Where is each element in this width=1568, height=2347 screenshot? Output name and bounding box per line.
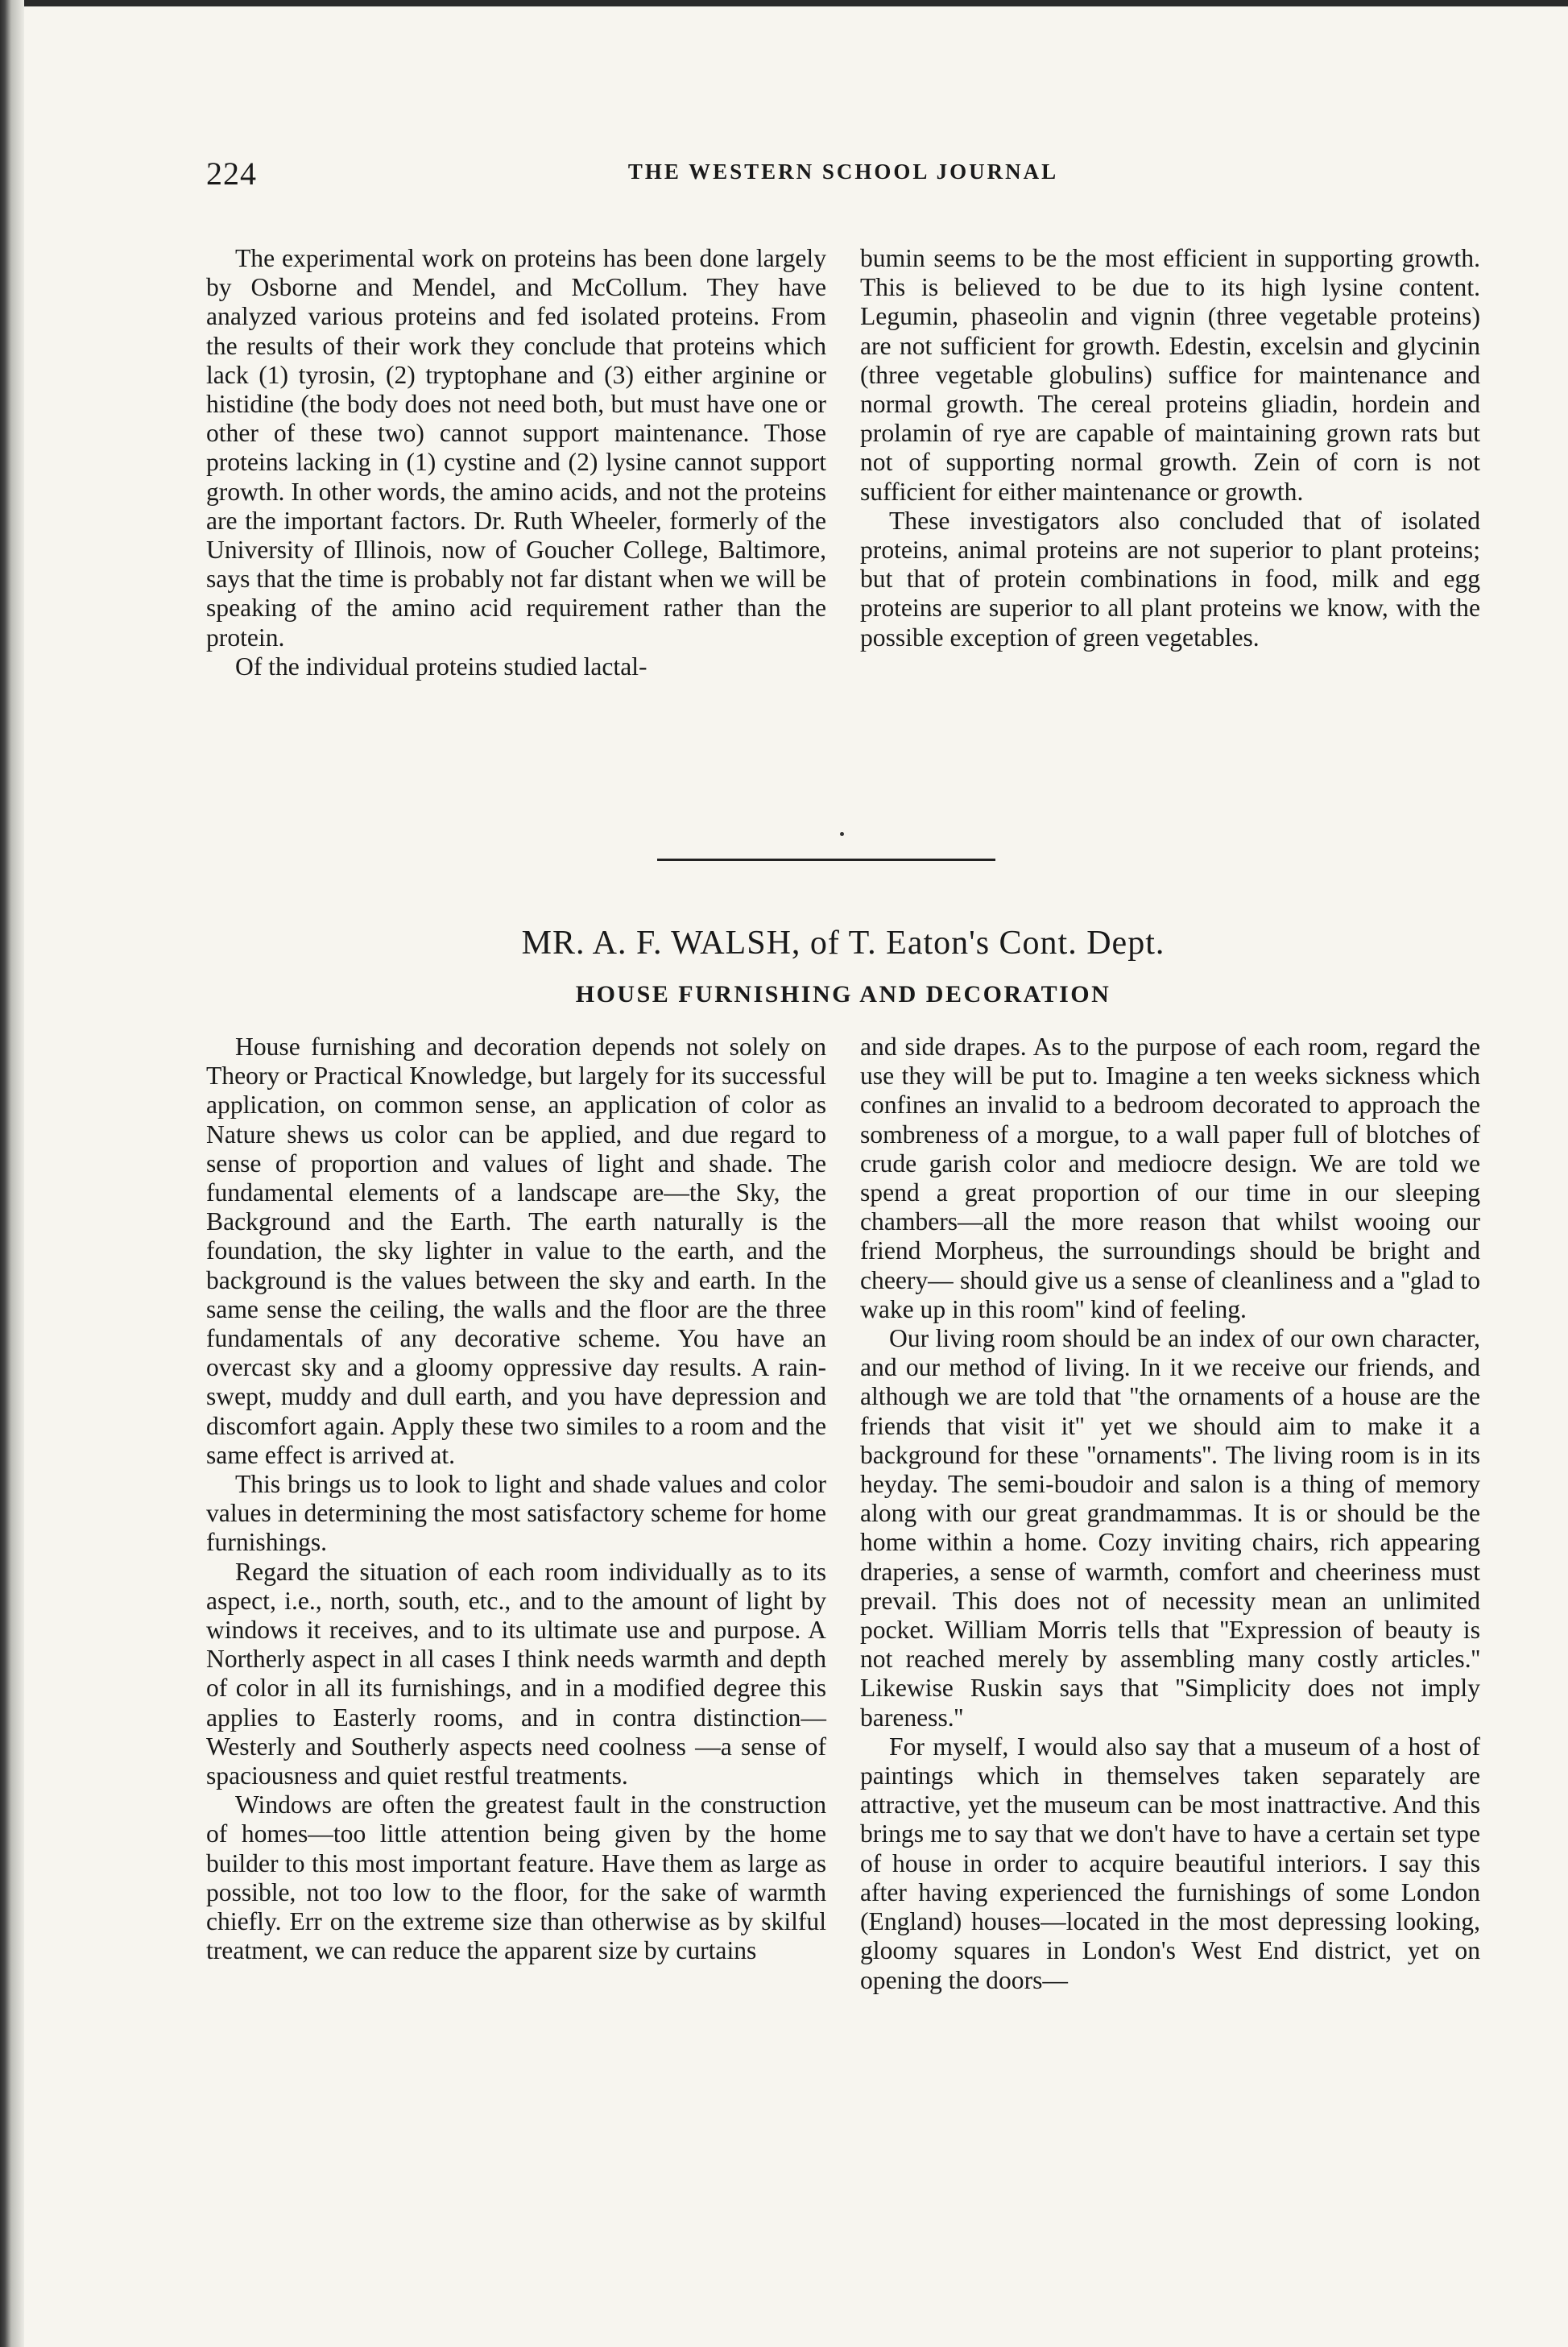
article-body xyxy=(206,1033,1480,1995)
binding-edge xyxy=(0,0,24,2347)
top-article-continuation xyxy=(206,244,1480,681)
top-left-column xyxy=(206,244,826,681)
paragraph: and side drapes. As to the purpose of each room, regard the use they will be put to. Imagine a ten weeks sickness which confines an invalid to a bedroom decorated to approach the sombreness of a morgue, to a wall paper full of blotches of crude garish color and mediocre design. We are told we spend a great proportion of our time in our sleeping chambers—all the more reason that whilst wooing our friend Morpheus, the surroundings should be bright and cheery— should give us a sense of cleanliness and a ''glad to wake up in this room'' kind of feeling. xyxy=(860,1033,1480,1323)
article-title: MR. A. F. WALSH, of T. Eaton's Cont. Dept. xyxy=(521,925,1165,962)
paragraph: This brings us to look to light and shade values and color values in determining the most satisfactory scheme for home furnishings. xyxy=(206,1470,826,1557)
article-right-column xyxy=(860,1033,1480,1995)
running-head xyxy=(206,155,1480,203)
paragraph: Windows are often the greatest fault in the construction of homes—too little attention being given by the home builder to this most important feature. Have them as large as possible, not too low to the floor, for the sake of warmth chiefly. Err on the extreme size than otherwise as by skilful treatment, we can reduce the apparent size by curtains xyxy=(206,1790,826,1965)
paragraph: Our living room should be an index of our own character, and our method of living. In it we receive our friends, and although we are told that ''the ornaments of a house are the friends that visit it'' yet we should aim to make it a background for these ''ornaments''. The living room is in its heyday. The semi-boudoir and salon is a thing of memory along with our great grandmammas. It is or should be the home within a home. Cozy inviting chairs, rich appearing draperies, a sense of warmth, comfort and cheeriness must prevail. This does not of necessity mean an unlimited pocket. William Morris tells that ''Expression of beauty is not reached merely by assembling many costly articles.'' Likewise Ruskin says that ''Simplicity does not imply bareness.'' xyxy=(860,1324,1480,1732)
section-separator-rule xyxy=(657,859,995,861)
paragraph: For myself, I would also say that a museum of a host of paintings which in themselves taken separately are attractive, yet the museum can be most inattractive. And this brings me to say that we don't have to have a certain set type of house in order to acquire beautiful interiors. I say this after having experienced the furnishings of some London (England) houses—located in the most depressing looking, gloomy squares in London's West End district, yet on opening the doors— xyxy=(860,1732,1480,1994)
top-right-column xyxy=(860,244,1480,681)
paragraph: These investigators also concluded that of isolated proteins, animal proteins are not superior to plant proteins; but that of protein combinations in food, milk and egg proteins are superior to all plant proteins we know, with the possible exception of green vegetables. xyxy=(860,506,1480,652)
paragraph: House furnishing and decoration depends not solely on Theory or Practical Knowledge, but largely for its successful application, on common sense, an application of color as Nature shews us color can be applied, and due regard to sense of proportion and values of light and shade. The fundamental elements of a landscape are—the Sky, the Background and the Earth. The earth naturally is the foundation, the sky lighter in value to the earth, and the background is the values between the sky and earth. In the same sense the ceiling, the walls and the floor are the three fundamentals of any decorative scheme. You have an overcast sky and a gloomy oppressive day results. A rain-swept, muddy and dull earth, and you have depression and discomfort again. Apply these two similes to a room and the same effect is arrived at. xyxy=(206,1033,826,1469)
paragraph: bumin seems to be the most efficient in supporting growth. This is believed to be due to its high lysine content. Legumin, phaseolin and vignin (three vegetable proteins) are not sufficient for growth. Edestin, excelsin and glycinin (three vegetable globulins) suffice for maintenance and normal growth. The cereal proteins gliadin, hordein and prolamin of rye are capable of maintaining grown rats but not of supporting normal growth. Zein of corn is not sufficient for either maintenance or growth. xyxy=(860,244,1480,506)
article-left-column xyxy=(206,1033,826,1995)
paragraph: Of the individual proteins studied lactal- xyxy=(235,652,647,681)
page-top-edge xyxy=(0,0,1568,6)
paragraph: Regard the situation of each room individually as to its aspect, i.e., north, south, etc., and to the amount of light by windows it receives, and to its ultimate use and purpose. A Northerly aspect in all cases I think needs warmth and depth of color in all its furnishings, and in a modified degree this applies to Easterly rooms, and in contra distinction—Westerly and Southerly aspects need coolness —a sense of spaciousness and quiet restful treatments. xyxy=(206,1557,826,1790)
ornament-dot xyxy=(840,832,844,836)
paragraph: The experimental work on proteins has been done largely by Osborne and Mendel, and McCollum. They have analyzed various proteins and fed isolated proteins. From the results of their work they conclude that proteins which lack (1) tyrosin, (2) tryptophane and (3) either arginine or histidine (the body does not need both, but must have one or other of these two) cannot support maintenance. Those proteins lacking in (1) cystine and (2) lysine cannot support growth. In other words, the amino acids, and not the proteins are the important factors. Dr. Ruth Wheeler, formerly of the University of Illinois, now of Goucher College, Baltimore, says that the time is probably not far distant when we will be speaking of the amino acid requirement rather than the protein. xyxy=(206,244,826,652)
article-subtitle: HOUSE FURNISHING AND DECORATION xyxy=(575,981,1111,1008)
page-number: 224 xyxy=(206,155,257,192)
journal-title: THE WESTERN SCHOOL JOURNAL xyxy=(627,159,1059,184)
